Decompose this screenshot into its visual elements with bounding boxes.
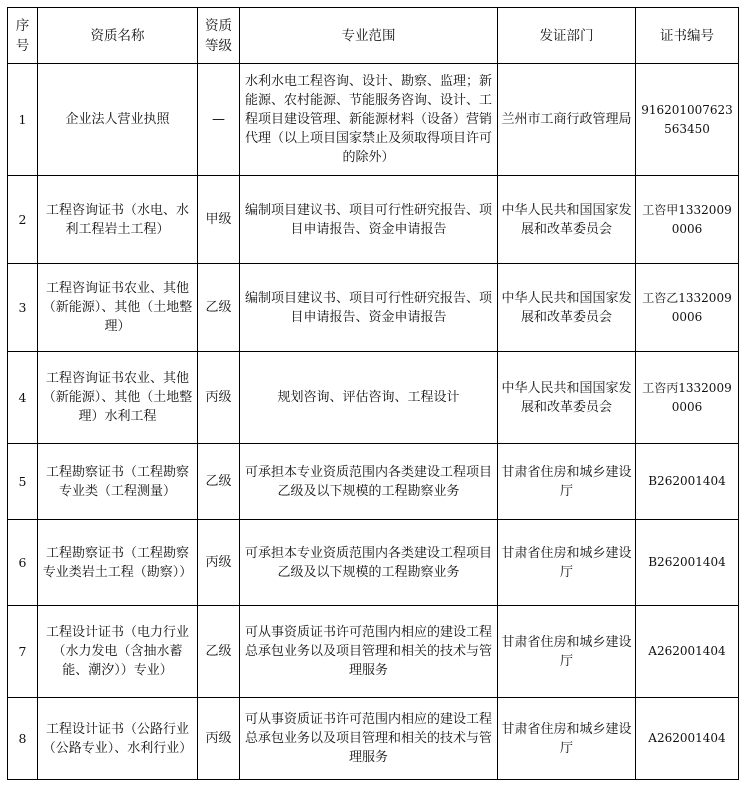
header-cert-no: 证书编号 xyxy=(636,8,739,64)
cell-scope: 可从事资质证书许可范围内相应的建设工程总承包业务以及项目管理和相关的技术与管理服务 xyxy=(240,606,498,698)
cell-level: 甲级 xyxy=(198,176,240,264)
table-row xyxy=(8,176,739,264)
cell-scope: 可从事资质证书许可范围内相应的建设工程总承包业务以及项目管理和相关的技术与管理服务 xyxy=(240,698,498,780)
header-scope: 专业范围 xyxy=(240,8,498,64)
cell-name: 工程勘察证书（工程勘察专业类岩土工程（勘察）） xyxy=(38,520,198,606)
cell-cert-no: B262001404 xyxy=(636,444,739,520)
cell-issuer: 甘肃省住房和城乡建设厅 xyxy=(498,444,636,520)
cell-cert-no: 916201007623563450 xyxy=(636,64,739,176)
table-row xyxy=(8,352,739,444)
table-row xyxy=(8,520,739,606)
cell-scope: 可承担本专业资质范围内各类建设工程项目乙级及以下规模的工程勘察业务 xyxy=(240,520,498,606)
cell-scope: 编制项目建议书、项目可行性研究报告、项目申请报告、资金申请报告 xyxy=(240,176,498,264)
cell-seq: 6 xyxy=(8,520,38,606)
cell-name: 工程设计证书（电力行业（水力发电（含抽水蓄能、潮汐））专业） xyxy=(38,606,198,698)
header-level: 资质等级 xyxy=(198,8,240,64)
cell-scope: 水利水电工程咨询、设计、勘察、监理；新能源、农村能源、节能服务咨询、设计、工程项目建设管理、新能源材料（设备）营销代理（以上项目国家禁止及须取得项目许可的除外） xyxy=(240,64,498,176)
cell-level: — xyxy=(198,64,240,176)
cell-cert-no: 工咨乙13320090006 xyxy=(636,264,739,352)
cell-cert-no: 工咨丙13320090006 xyxy=(636,352,739,444)
cell-seq: 7 xyxy=(8,606,38,698)
cell-issuer: 甘肃省住房和城乡建设厅 xyxy=(498,606,636,698)
table-row xyxy=(8,444,739,520)
cell-level: 乙级 xyxy=(198,606,240,698)
cell-seq: 4 xyxy=(8,352,38,444)
cell-level: 乙级 xyxy=(198,444,240,520)
cell-scope: 规划咨询、评估咨询、工程设计 xyxy=(240,352,498,444)
cell-seq: 5 xyxy=(8,444,38,520)
cell-seq: 3 xyxy=(8,264,38,352)
header-name: 资质名称 xyxy=(38,8,198,64)
cell-issuer: 中华人民共和国国家发展和改革委员会 xyxy=(498,352,636,444)
cell-seq: 8 xyxy=(8,698,38,780)
cell-name: 工程设计证书（公路行业（公路专业）、水利行业） xyxy=(38,698,198,780)
header-issuer: 发证部门 xyxy=(498,8,636,64)
cell-name: 工程勘察证书（工程勘察专业类（工程测量） xyxy=(38,444,198,520)
qualification-table xyxy=(7,7,739,780)
cell-issuer: 中华人民共和国国家发展和改革委员会 xyxy=(498,264,636,352)
cell-level: 乙级 xyxy=(198,264,240,352)
cell-name: 工程咨询证书（水电、水利工程岩土工程） xyxy=(38,176,198,264)
cell-level: 丙级 xyxy=(198,520,240,606)
cell-name: 工程咨询证书农业、其他（新能源）、其他（土地整理） xyxy=(38,264,198,352)
cell-scope: 可承担本专业资质范围内各类建设工程项目乙级及以下规模的工程勘察业务 xyxy=(240,444,498,520)
cell-cert-no: A262001404 xyxy=(636,698,739,780)
cell-cert-no: B262001404 xyxy=(636,520,739,606)
cell-level: 丙级 xyxy=(198,352,240,444)
cell-issuer: 甘肃省住房和城乡建设厅 xyxy=(498,698,636,780)
cell-seq: 1 xyxy=(8,64,38,176)
cell-level: 丙级 xyxy=(198,698,240,780)
cell-issuer: 甘肃省住房和城乡建设厅 xyxy=(498,520,636,606)
cell-issuer: 兰州市工商行政管理局 xyxy=(498,64,636,176)
cell-cert-no: A262001404 xyxy=(636,606,739,698)
table-header-row xyxy=(8,8,739,64)
table-row xyxy=(8,606,739,698)
cell-scope: 编制项目建议书、项目可行性研究报告、项目申请报告、资金申请报告 xyxy=(240,264,498,352)
table-row xyxy=(8,64,739,176)
cell-name: 企业法人营业执照 xyxy=(38,64,198,176)
cell-issuer: 中华人民共和国国家发展和改革委员会 xyxy=(498,176,636,264)
header-seq: 序号 xyxy=(8,8,38,64)
cell-name: 工程咨询证书农业、其他（新能源）、其他（土地整理）水利工程 xyxy=(38,352,198,444)
cell-seq: 2 xyxy=(8,176,38,264)
table-row xyxy=(8,698,739,780)
table-row xyxy=(8,264,739,352)
cell-cert-no: 工咨甲13320090006 xyxy=(636,176,739,264)
